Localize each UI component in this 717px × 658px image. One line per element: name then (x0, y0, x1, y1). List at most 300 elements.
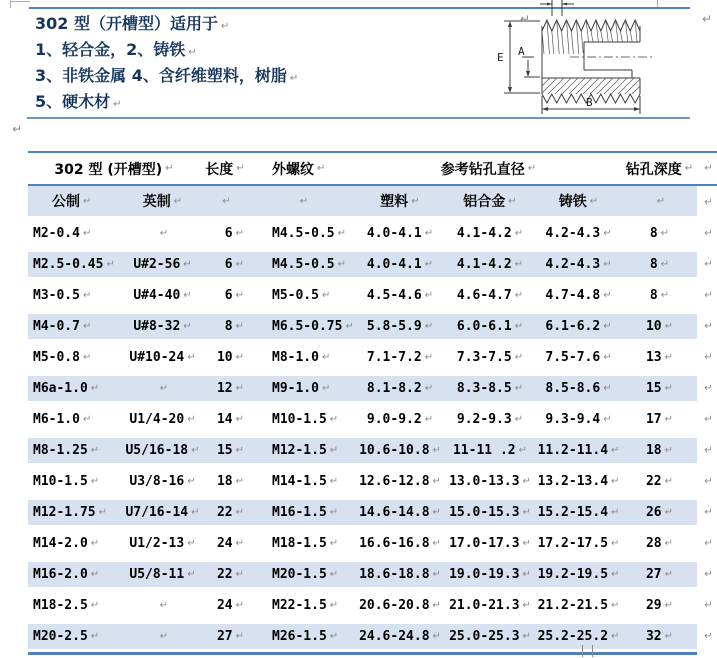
insert-cross-section (482, 0, 677, 122)
cell-cast-iron (535, 500, 622, 525)
row-end-mark (697, 280, 717, 311)
cell-aluminum-alloy (445, 500, 535, 525)
return-mark-icon: ↵ (704, 352, 713, 363)
cell-text: 17 (645, 412, 662, 427)
cell-metric (28, 562, 125, 587)
header-text: 公制 (52, 194, 80, 210)
dim-label-e: E (497, 51, 504, 64)
cell-drill-depth (622, 590, 697, 621)
section-divider (27, 117, 690, 119)
return-mark-icon: ↵ (235, 507, 244, 518)
cell-metric (28, 466, 125, 497)
return-mark-icon: ↵ (508, 195, 517, 207)
return-mark-icon: ↵ (589, 195, 599, 207)
return-mark-icon: ↵ (82, 414, 92, 425)
cell-text: M22-1.5 (272, 598, 327, 613)
cell-text: 13.2-13.4 (537, 474, 609, 489)
return-mark-icon: ↵ (432, 600, 441, 611)
cell-length (200, 404, 250, 435)
cell-text: 16.6-16.8 (359, 536, 430, 551)
heading-line (35, 63, 298, 89)
cell-length (200, 624, 250, 649)
pitch-dimension (540, 0, 574, 16)
table-row (28, 342, 717, 373)
cell-text: 11-11 .2 (452, 443, 516, 458)
table-row-band (28, 590, 697, 621)
cell-external-thread (250, 218, 355, 249)
cell-drill-depth (622, 528, 697, 559)
row-end-mark (697, 590, 717, 621)
cell-text: 13.0-13.3 (449, 474, 520, 489)
cell-external-thread (250, 404, 355, 435)
cell-text: M20-1.5 (272, 567, 327, 582)
cell-text: 10.6-10.8 (359, 443, 430, 458)
cell-text: 19.2-19.5 (537, 567, 609, 582)
return-mark-icon: ↵ (704, 445, 713, 456)
cell-text: 6 (224, 226, 233, 241)
cell-text: 22 (216, 567, 233, 582)
cell-plastic (355, 252, 445, 277)
return-mark-icon: ↵ (432, 569, 441, 580)
header-cell-ref-drill-diameter (355, 153, 622, 184)
return-mark-icon: ↵ (522, 507, 531, 518)
return-mark-icon: ↵ (235, 414, 244, 425)
cell-metric (28, 528, 125, 559)
cell-cast-iron (535, 252, 622, 277)
return-mark-icon: ↵ (704, 569, 713, 580)
table-row-band (28, 249, 697, 280)
cell-plastic (355, 528, 445, 559)
top-thread-profile (542, 20, 640, 54)
cell-text: 9.2-9.3 (456, 412, 512, 427)
cell-external-thread (250, 280, 355, 311)
cell-text: 4.5-4.6 (366, 288, 422, 303)
cell-aluminum-alloy (445, 624, 535, 649)
return-mark-icon: ↵ (432, 476, 441, 487)
cell-aluminum-alloy (445, 342, 535, 373)
return-mark-icon: ↵ (611, 507, 620, 518)
return-mark-icon: ↵ (611, 569, 620, 580)
header-text: 外螺纹 (272, 161, 314, 178)
row-end-mark (697, 435, 717, 466)
row-end-mark (697, 311, 717, 342)
cell-plastic (355, 280, 445, 311)
return-mark-icon: ↵ (432, 445, 441, 456)
header-text: 302 型 (开槽型) (54, 161, 163, 178)
return-mark-icon: ↵ (82, 290, 92, 301)
return-mark-icon: ↵ (664, 476, 674, 487)
cell-external-thread (250, 438, 355, 463)
heading-block (35, 11, 298, 115)
header-text: 铝合金 (463, 194, 506, 210)
table-row-band (28, 528, 697, 559)
cell-metric (28, 438, 125, 463)
return-mark-icon: ↵ (235, 290, 244, 301)
return-mark-icon: ↵ (611, 476, 620, 487)
cell-text: 4.0-4.1 (366, 226, 422, 241)
return-mark-icon: ↵ (702, 12, 713, 26)
cell-text: 24 (216, 536, 233, 551)
return-mark-icon: ↵ (664, 414, 674, 425)
return-mark-icon: ↵ (337, 228, 347, 239)
cell-text: 4.2-4.3 (545, 257, 601, 272)
cell-drill-depth (622, 438, 697, 463)
return-mark-icon: ↵ (664, 631, 674, 642)
return-mark-icon: ↵ (235, 600, 244, 611)
row-end-mark (697, 218, 717, 249)
cell-text: 9.3-9.4 (545, 412, 601, 427)
cell-text: 7.3-7.5 (456, 350, 512, 365)
cell-metric (28, 252, 125, 277)
return-mark-icon: ↵ (514, 259, 524, 270)
return-mark-icon: ↵ (704, 414, 713, 425)
cell-text: U5/16-18 (125, 443, 189, 458)
boundary-tick (592, 645, 593, 657)
return-mark-icon: ↵ (514, 414, 524, 425)
cell-length (200, 280, 250, 311)
heading-text: 3、非铁金属 4、含纤维塑料，树脂 (35, 66, 287, 85)
cell-external-thread (250, 590, 355, 621)
cell-text: M2-0.4 (33, 226, 80, 241)
cell-external-thread (250, 376, 355, 401)
threaded-insert-diagram (482, 0, 677, 122)
return-mark-icon: ↵ (235, 228, 244, 239)
cell-text: M2.5-0.45 (33, 257, 104, 272)
cell-aluminum-alloy (445, 280, 535, 311)
return-mark-icon: ↵ (522, 631, 531, 642)
cell-external-thread (250, 466, 355, 497)
table-row-band (28, 342, 697, 373)
cell-aluminum-alloy (445, 590, 535, 621)
return-mark-icon: ↵ (90, 600, 100, 611)
header-cell-empty (250, 186, 355, 216)
table-row-band (28, 621, 697, 652)
return-mark-icon: ↵ (704, 507, 713, 518)
header-cell-drill-depth (622, 153, 697, 184)
return-mark-icon: ↵ (90, 383, 100, 394)
cell-text: 27 (645, 567, 662, 582)
cell-text: M6-1.0 (33, 412, 80, 427)
cell-text: M5-0.5 (272, 288, 319, 303)
cell-text: 28 (645, 536, 662, 551)
cell-text: 8.1-8.2 (366, 381, 422, 396)
return-mark-icon: ↵ (235, 445, 244, 456)
cell-plastic (355, 218, 445, 249)
cell-plastic (355, 404, 445, 435)
cell-length (200, 252, 250, 277)
cell-text: 6 (224, 288, 233, 303)
cell-text: U7/16-14 (125, 505, 189, 520)
return-mark-icon: ↵ (603, 383, 612, 394)
row-end-mark (697, 528, 717, 559)
cell-drill-depth (622, 500, 697, 525)
cell-text: 32 (645, 629, 662, 644)
cell-external-thread (250, 314, 355, 339)
return-mark-icon: ↵ (424, 259, 434, 270)
cell-text: 17.0-17.3 (449, 536, 520, 551)
cell-text: 10 (216, 350, 233, 365)
cell-text: M16-2.0 (33, 567, 88, 582)
return-mark-icon: ↵ (191, 507, 200, 518)
heading-line (35, 11, 298, 37)
header-cell-imperial (125, 186, 200, 216)
return-mark-icon: ↵ (424, 228, 434, 239)
return-mark-icon: ↵ (424, 352, 434, 363)
return-mark-icon: ↵ (235, 569, 244, 580)
return-mark-icon: ↵ (704, 259, 713, 270)
cell-external-thread (250, 342, 355, 373)
cell-text: 4.1-4.2 (456, 226, 512, 241)
return-mark-icon: ↵ (603, 321, 612, 332)
return-mark-icon: ↵ (704, 383, 713, 394)
cell-text: 13 (645, 350, 662, 365)
heading-line (35, 37, 298, 63)
cell-text: 6.1-6.2 (545, 319, 601, 334)
table-row-band (28, 218, 697, 249)
cell-drill-depth (622, 252, 697, 277)
cell-imperial (125, 376, 200, 401)
cell-text: 20.6-20.8 (359, 598, 430, 613)
cell-length (200, 438, 250, 463)
cell-text: U1/2-13 (129, 536, 185, 551)
table-row-band (28, 559, 697, 590)
cell-text: 18.6-18.8 (359, 567, 430, 582)
table-row (28, 249, 717, 280)
cell-text: M9-1.0 (272, 381, 319, 396)
cell-aluminum-alloy (445, 314, 535, 339)
return-mark-icon: ↵ (522, 600, 531, 611)
table-row-band (28, 404, 697, 435)
cell-text: U1/4-20 (129, 412, 185, 427)
row-end-mark (697, 373, 717, 404)
return-mark-icon: ↵ (183, 321, 192, 332)
cell-text: 12 (216, 381, 233, 396)
table-row (28, 621, 717, 652)
cell-length (200, 466, 250, 497)
return-mark-icon: ↵ (432, 538, 441, 549)
return-mark-icon: ↵ (235, 383, 244, 394)
cell-text: 9.0-9.2 (366, 412, 422, 427)
return-mark-icon: ↵ (329, 538, 339, 549)
cell-text: 8 (649, 226, 658, 241)
cell-imperial (125, 252, 200, 277)
cell-text: M10-1.5 (33, 474, 88, 489)
cell-text: U5/8-11 (129, 567, 185, 582)
cell-metric (28, 218, 125, 249)
return-mark-icon: ↵ (187, 414, 196, 425)
cell-text: U3/8-16 (129, 474, 185, 489)
cell-text: M18-2.5 (33, 598, 88, 613)
return-mark-icon: ↵ (82, 228, 92, 239)
cell-imperial (125, 562, 200, 587)
return-mark-icon: ↵ (235, 476, 244, 487)
cell-metric (28, 500, 125, 525)
cell-text: 7.5-7.6 (545, 350, 601, 365)
cell-text: M8-1.0 (272, 350, 319, 365)
table-row (28, 218, 717, 249)
row-end-mark (697, 342, 717, 373)
return-mark-icon: ↵ (187, 569, 196, 580)
return-mark-icon: ↵ (411, 195, 420, 207)
table-row (28, 466, 717, 497)
cell-text: 4.7-4.8 (545, 288, 601, 303)
cell-drill-depth (622, 624, 697, 649)
cell-text: 19.0-19.3 (449, 567, 520, 582)
cell-cast-iron (535, 280, 622, 311)
return-mark-icon: ↵ (664, 445, 674, 456)
header-text: 钻孔深度 (625, 161, 682, 178)
cell-aluminum-alloy (445, 528, 535, 559)
cell-text: 4.0-4.1 (366, 257, 422, 272)
cell-text: M12-1.75 (33, 505, 96, 520)
cell-text: M10-1.5 (272, 412, 327, 427)
cell-drill-depth (622, 342, 697, 373)
cell-metric (28, 376, 125, 401)
return-mark-icon: ↵ (664, 600, 674, 611)
cell-external-thread (250, 252, 355, 277)
cell-text: 14 (216, 412, 233, 427)
cell-text: 4.1-4.2 (456, 257, 512, 272)
return-mark-icon: ↵ (329, 476, 339, 487)
cell-text: 17.2-17.5 (537, 536, 609, 551)
cell-text: M16-1.5 (272, 505, 327, 520)
cell-text: 8 (649, 288, 658, 303)
cell-cast-iron (535, 218, 622, 249)
cell-text: 11.2-11.4 (537, 443, 609, 458)
return-mark-icon: ↵ (329, 569, 339, 580)
cell-text: 15.2-15.4 (537, 505, 609, 520)
return-mark-icon: ↵ (337, 259, 347, 270)
cell-cast-iron (535, 376, 622, 401)
cell-text: M14-1.5 (272, 474, 327, 489)
return-mark-icon: ↵ (522, 569, 531, 580)
return-mark-icon: ↵ (664, 321, 674, 332)
return-mark-icon: ↵ (321, 352, 331, 363)
return-mark-icon: ↵ (660, 290, 670, 301)
cell-cast-iron (535, 466, 622, 497)
header-cell-metric (28, 186, 125, 216)
return-mark-icon: ↵ (173, 195, 183, 207)
cell-drill-depth (622, 466, 697, 497)
return-mark-icon: ↵ (106, 259, 115, 270)
cell-cast-iron (535, 528, 622, 559)
cell-external-thread (250, 624, 355, 649)
return-mark-icon: ↵ (603, 414, 612, 425)
return-mark-icon: ↵ (345, 321, 354, 332)
return-mark-icon: ↵ (704, 600, 713, 611)
return-mark-icon: ↵ (704, 196, 713, 208)
row-end-mark (697, 621, 717, 652)
cell-text: 8 (649, 257, 658, 272)
return-mark-icon: ↵ (432, 631, 441, 642)
cell-plastic (355, 438, 445, 463)
cell-imperial (125, 342, 200, 373)
cell-text: U#4-40 (133, 288, 181, 303)
return-mark-icon: ↵ (187, 538, 196, 549)
cell-length (200, 562, 250, 587)
cell-metric (28, 280, 125, 311)
cell-drill-depth (622, 280, 697, 311)
cell-text: 6 (224, 257, 233, 272)
cell-length (200, 342, 250, 373)
cell-text: 25.2-25.2 (537, 629, 609, 644)
table-row (28, 280, 717, 311)
heading-line (35, 89, 298, 115)
return-mark-icon: ↵ (522, 538, 531, 549)
cell-plastic (355, 500, 445, 525)
return-mark-icon: ↵ (664, 569, 674, 580)
cell-text: M4.5-0.5 (272, 257, 335, 272)
cell-plastic (355, 562, 445, 587)
return-mark-icon: ↵ (514, 383, 524, 394)
cell-aluminum-alloy (445, 562, 535, 587)
return-mark-icon: ↵ (317, 163, 326, 174)
cell-metric (28, 590, 125, 621)
return-mark-icon: ↵ (90, 538, 100, 549)
return-mark-icon: ↵ (90, 445, 100, 456)
return-mark-icon: ↵ (235, 352, 244, 363)
table-bottom-border (28, 652, 697, 655)
table-row (28, 528, 717, 559)
cell-text: M3-0.5 (33, 288, 80, 303)
heading-text: 302 型（开槽型）适用于 (35, 14, 218, 33)
heading-text: 5、硬木材 (35, 92, 111, 111)
body-outline (542, 26, 640, 94)
cell-text: 8.3-8.5 (456, 381, 512, 396)
cell-cast-iron (535, 342, 622, 373)
boundary-tick (10, 1, 30, 2)
row-end-mark (697, 153, 717, 184)
cell-external-thread (250, 500, 355, 525)
row-end-mark (697, 249, 717, 280)
cell-imperial (125, 624, 200, 649)
dim-label-a: A (518, 45, 525, 58)
return-mark-icon: ↵ (660, 259, 670, 270)
return-mark-icon: ↵ (82, 321, 92, 332)
cell-text: M8-1.25 (33, 443, 88, 458)
header-text: 长度 (205, 161, 234, 178)
return-mark-icon: ↵ (518, 445, 527, 456)
cell-text: M20-2.5 (33, 629, 88, 644)
return-mark-icon: ↵ (664, 352, 674, 363)
table-body (28, 218, 717, 652)
cell-plastic (355, 376, 445, 401)
return-mark-icon: ↵ (656, 195, 666, 207)
cell-text: 4.2-4.3 (545, 226, 601, 241)
header-cell-aluminum-alloy (445, 186, 535, 216)
return-mark-icon: ↵ (187, 352, 196, 363)
table-row-band (28, 497, 697, 528)
cell-plastic (355, 342, 445, 373)
return-mark-icon: ↵ (329, 631, 339, 642)
header-row-1 (28, 153, 717, 186)
return-mark-icon: ↵ (603, 259, 612, 270)
return-mark-icon: ↵ (603, 228, 612, 239)
return-mark-icon: ↵ (704, 631, 713, 642)
return-mark-icon: ↵ (299, 195, 309, 207)
return-mark-icon: ↵ (664, 383, 674, 394)
cell-plastic (355, 466, 445, 497)
table-row (28, 373, 717, 404)
cell-drill-depth (622, 404, 697, 435)
cell-text: 21.2-21.5 (537, 598, 609, 613)
cell-text: 6.0-6.1 (456, 319, 512, 334)
cell-cast-iron (535, 314, 622, 339)
table-row-band (28, 466, 697, 497)
row-end-mark (697, 559, 717, 590)
header-cell-type-group (28, 153, 200, 184)
cell-imperial (125, 590, 200, 621)
